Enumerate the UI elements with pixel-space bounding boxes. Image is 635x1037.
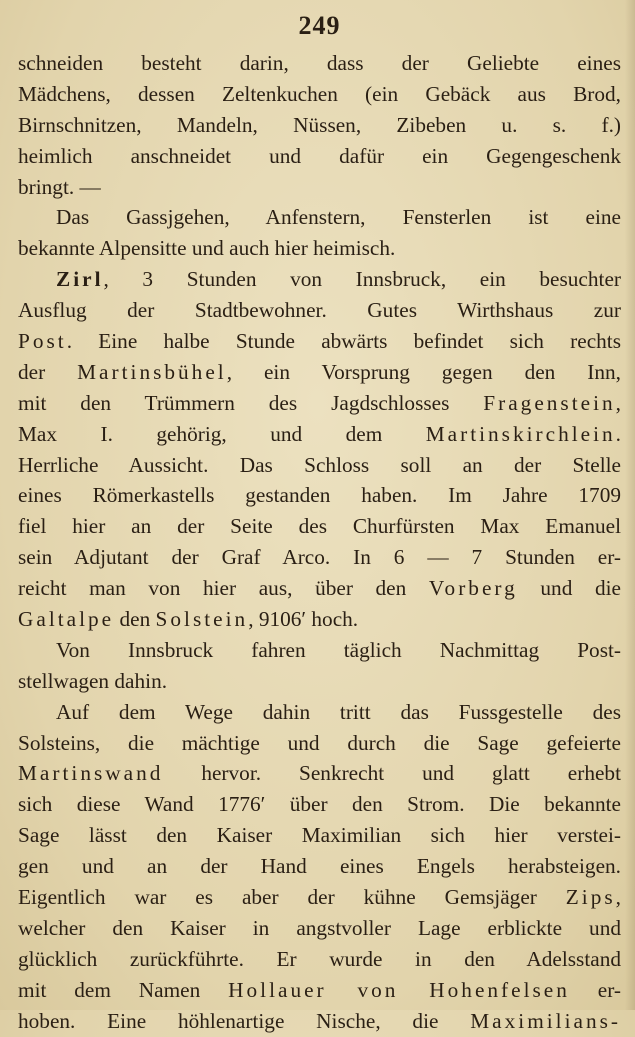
person-name: Hollauer von Hohenfelsen (228, 977, 570, 1002)
text-line: Martinswand hervor. Senkrecht und glatt erhebt (18, 761, 621, 786)
place-name: Galtalpe (18, 607, 115, 632)
text-line: stellwagen dahin. (18, 668, 168, 693)
page-edge-shadow (625, 0, 635, 1010)
place-name: Post (18, 329, 67, 354)
text-line: Eigentlich war es aber der kühne Gemsjäger Zips, (18, 885, 621, 910)
text-line: Galtalpe den Solstein, 9106′ hoch. (18, 607, 359, 632)
text-line: Herrliche Aussicht. Das Schloss soll an der Stelle (18, 452, 621, 477)
page-number: 249 (298, 11, 341, 40)
text-line: mit dem Namen Hollauer von Hohenfelsen er- (18, 977, 621, 1002)
text-line: Das Gassjgehen, Anfenstern, Fensterlen ist eine (56, 205, 621, 230)
text-line: sich diese Wand 1776′ über den Strom. Die bekannte (18, 792, 621, 817)
text-line: Post. Eine halbe Stunde abwärts befindet sich rechts (18, 329, 621, 354)
person-name: Zips (565, 885, 616, 910)
text-line: sein Adjutant der Graf Arco. In 6 — 7 Stunden er- (18, 545, 621, 570)
place-name: Fragenstein (483, 390, 616, 415)
text-line: Zirl, 3 Stunden von Innsbruck, ein besuchter (56, 267, 621, 292)
place-name: Solstein (155, 607, 249, 632)
text-line: Sage lässt den Kaiser Maximilian sich hier verstei- (18, 823, 621, 848)
place-name: Martinsbühel (77, 359, 227, 384)
text-line: schneiden besteht darin, dass der Geliebte eines (18, 51, 621, 75)
text-line: bekannte Alpensitte und auch hier heimisch. (18, 236, 396, 261)
text-line: Max I. gehörig, und dem Martinskirchlein. (18, 421, 621, 446)
place-name: Maximilians- (470, 1008, 621, 1033)
text-line: bringt. — (18, 174, 101, 199)
text-line: gen und an der Hand eines Engels herabsteigen. (18, 854, 621, 879)
text-line: welcher den Kaiser in angstvoller Lage erblickte und (18, 915, 621, 940)
text-line: Ausflug der Stadtbewohner. Gutes Wirthshaus zur (18, 298, 621, 323)
text-line: eines Römerkastells gestanden haben. Im Jahre 1709 (18, 483, 621, 508)
text-line: der Martinsbühel, ein Vorsprung gegen den Inn, (18, 359, 621, 384)
place-name: Vorberg (428, 576, 518, 601)
text-line: heimlich anschneidet und dafür ein Gegengeschenk (18, 143, 621, 168)
text-line: hoben. Eine höhlenartige Nische, die Maximilians- (18, 1008, 621, 1033)
text-line: Birnschnitzen, Mandeln, Nüssen, Zibeben u. s. f.) (18, 112, 621, 137)
text-line: glücklich zurückführte. Er wurde in den Adelsstand (18, 946, 621, 971)
text-line: reicht man von hier aus, über den Vorberg und die (18, 576, 621, 601)
text-line: Auf dem Wege dahin tritt das Fussgestelle des (56, 699, 621, 724)
text-line: Mädchens, dessen Zeltenkuchen (ein Gebäck aus Brod, (18, 81, 621, 106)
text-line: mit den Trümmern des Jagdschlosses Fragenstein, (18, 390, 621, 415)
place-name: Zirl (56, 267, 104, 292)
body-text (18, 48, 621, 1037)
place-name: Martinskirchlein (425, 421, 616, 446)
text-line: Solsteins, die mächtige und durch die Sage gefeierte (18, 730, 621, 755)
text-line: fiel hier an der Seite des Churfürsten Max Emanuel (18, 514, 621, 539)
place-name: Martinswand (18, 761, 164, 786)
text-line: Von Innsbruck fahren täglich Nachmittag Post- (56, 637, 621, 662)
